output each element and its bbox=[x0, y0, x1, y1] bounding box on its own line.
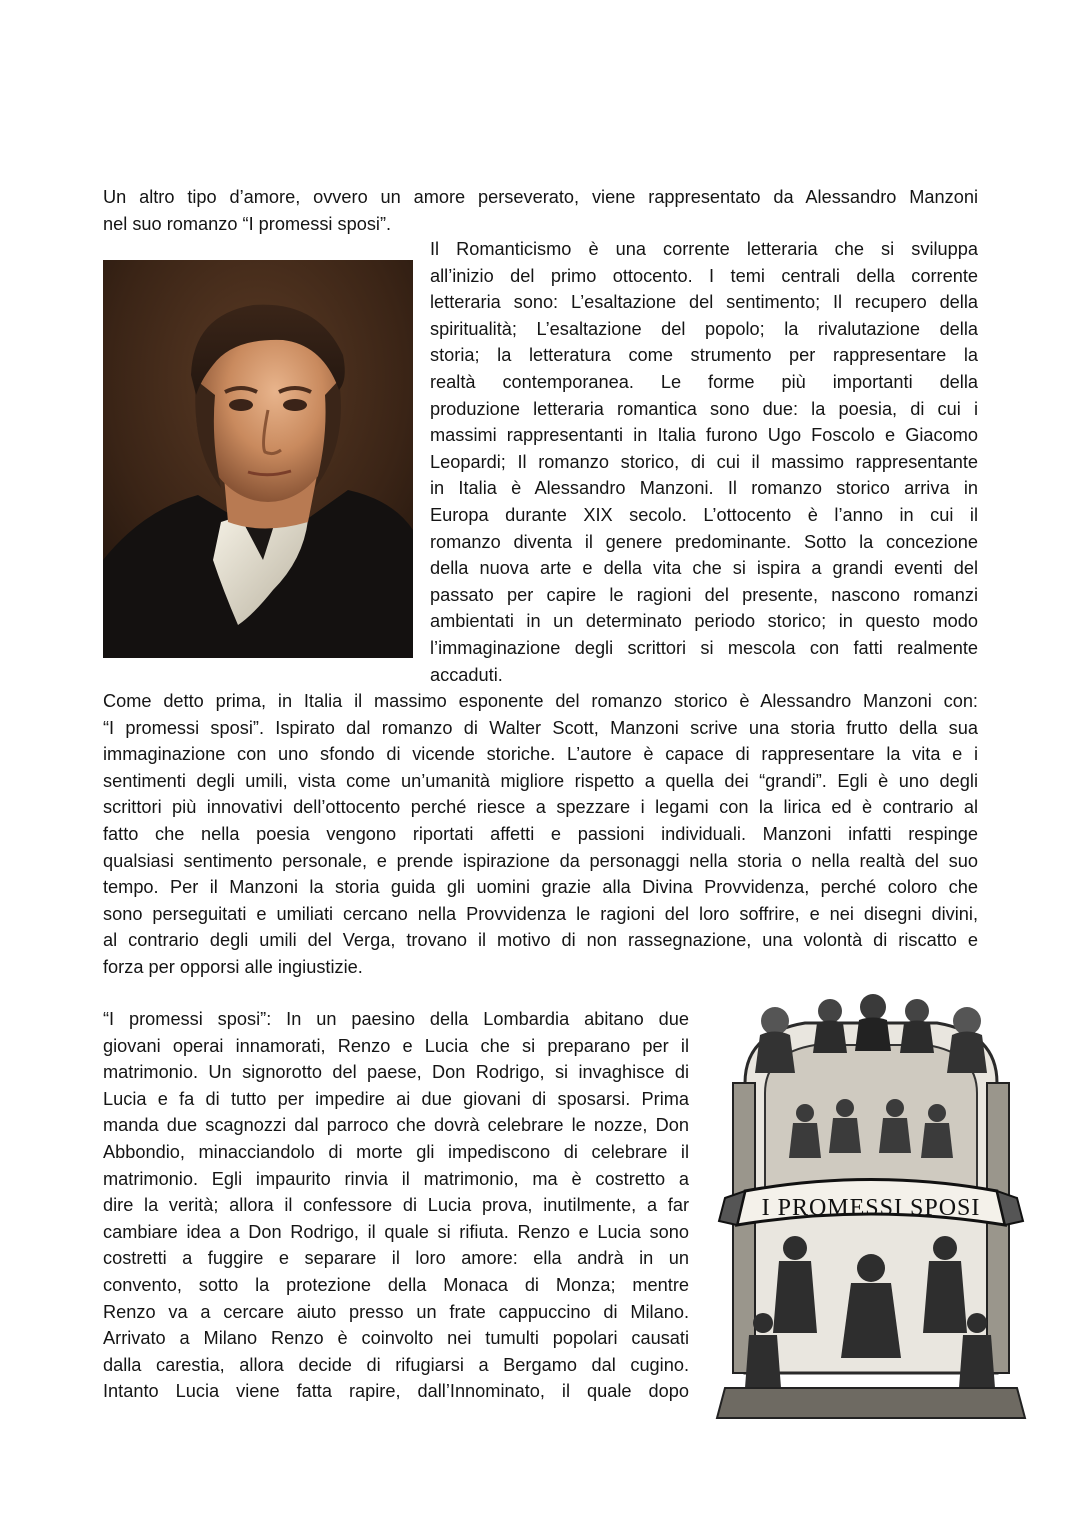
text-line: realtà contemporanea. Le forme più importanti della bbox=[430, 371, 978, 392]
text-line: letteraria sono: L’esaltazione del sentimento; Il recupero della bbox=[430, 292, 978, 313]
text-line: dalla carestia, allora decide di rifugiarsi a Bergamo dal cugino. bbox=[103, 1354, 689, 1375]
text-line: costretti a fuggire e separare il loro amore: ella andrà in un bbox=[103, 1248, 689, 1269]
text-line: Leopardi; Il romanzo storico, di cui il massimo rappresentante bbox=[430, 451, 978, 472]
text-line: accaduti. bbox=[430, 664, 503, 685]
promessi-sposi-cover-image bbox=[705, 993, 1037, 1421]
text-line: spiritualità; L’esaltazione del popolo; la rivalutazione della bbox=[430, 318, 978, 339]
text-line: all’inizio del primo ottocento. I temi centrali della corrente bbox=[430, 265, 978, 286]
text-line: fatto che nella poesia vengono riportati affetti e passioni individuali. Manzoni infatti respinge bbox=[103, 823, 978, 844]
romanticismo-paragraph bbox=[430, 236, 978, 688]
text-line: scrittori più innovativi dell’ottocento perché riesce a spezzare i legami con la lirica ed è contrario al bbox=[103, 797, 978, 818]
text-line: “I promessi sposi”: In un paesino della Lombardia abitano due bbox=[103, 1009, 689, 1029]
text-line: giovani operai innamorati, Renzo e Lucia che si preparano per il bbox=[103, 1035, 689, 1056]
text-line: sono perseguitati e umiliati cercano nella Provvidenza le ragioni del loro soffrire, e nei disegni divini, bbox=[103, 903, 978, 924]
text-line: passato per capire le ragioni del presente, nascono romanzi bbox=[430, 584, 978, 605]
text-line: cambiare idea a Don Rodrigo, il quale si rifiuta. Renzo e Lucia sono bbox=[103, 1221, 689, 1242]
text-line: al contrario degli umili del Verga, trovano il motivo di non rassegnazione, una volontà di riscatto e bbox=[103, 930, 978, 951]
text-line: “I promessi sposi”. Ispirato dal romanzo di Walter Scott, Manzoni scrive una storia frutto della sua bbox=[103, 717, 978, 738]
text-line: convento, sotto la protezione della Monaca di Monza; mentre bbox=[103, 1274, 689, 1295]
text-line: dire la verità; allora il confessore di Lucia prova, inutilmente, a far bbox=[103, 1195, 689, 1216]
text-line: tempo. Per il Manzoni la storia guida gli uomini grazie alla Divina Provvidenza, perché coloro che bbox=[103, 877, 978, 898]
text-line: in Italia è Alessandro Manzoni. Il romanzo storico arriva in bbox=[430, 478, 978, 499]
trama-paragraph bbox=[103, 1006, 689, 1405]
text-line: sentimenti degli umili, vista come un’umanità migliore rispetto a quella dei “grandi”. Egli è uno degli bbox=[103, 770, 978, 791]
text-line: matrimonio. Egli impaurito rinvia il matrimonio, ma è costretto a bbox=[103, 1168, 689, 1189]
cover-title-text: I PROMESSI SPOSI bbox=[761, 1195, 981, 1221]
text-line: storia; la letteratura come strumento per rappresentare la bbox=[430, 345, 978, 366]
text-line: Il Romanticismo è una corrente letteraria che si sviluppa bbox=[430, 239, 978, 259]
text-line: manda due scagnozzi dal parroco che dovrà celebrare le nozze, Don bbox=[103, 1115, 689, 1136]
text-line: Come detto prima, in Italia il massimo esponente del romanzo storico è Alessandro Manzoni con: bbox=[103, 691, 978, 711]
text-line: Europa durante XIX secolo. L’ottocento è l’anno in cui il bbox=[430, 504, 978, 525]
text-line: ambientati in un determinato periodo storico; in questo modo bbox=[430, 611, 978, 632]
text-line: produzione letteraria romantica sono due: la poesia, di cui i bbox=[430, 398, 978, 419]
text-line: Arrivato a Milano Renzo è coinvolto nei tumulti popolari causati bbox=[103, 1328, 689, 1349]
text-line: immaginazione con uno sfondo di vicende storiche. L’autore è capace di rappresentare la vita e i bbox=[103, 744, 978, 765]
text-line: Lucia e fa di tutto per impedire ai due giovani di sposarsi. Prima bbox=[103, 1088, 689, 1109]
text-line: Abbondio, minacciandolo di morte gli impediscono di celebrare il bbox=[103, 1141, 689, 1162]
text-line: l’immaginazione degli scrittori si mescola con fatti realmente bbox=[430, 637, 978, 658]
text-line: della nuova arte e della vita che si ispira a grandi eventi del bbox=[430, 558, 978, 579]
intro-paragraph bbox=[103, 184, 978, 237]
text-line: Intanto Lucia viene fatta rapire, dall’Innominato, il quale dopo bbox=[103, 1381, 689, 1402]
romanzo-storico-paragraph bbox=[103, 688, 978, 981]
text-line: nel suo romanzo “I promessi sposi”. bbox=[103, 213, 392, 234]
text-line: qualsiasi sentimento personale, e prende ispirazione da personaggi nella storia o nella realtà del suo bbox=[103, 850, 978, 871]
text-line: Un altro tipo d’amore, ovvero un amore perseverato, viene rappresentato da Alessandro Manzoni bbox=[103, 187, 978, 207]
text-line: massimi rappresentanti in Italia furono Ugo Foscolo e Giacomo bbox=[430, 425, 978, 446]
text-line: romanzo diventa il genere predominante. Sotto la concezione bbox=[430, 531, 978, 552]
text-line: Renzo va a cercare aiuto presso un frate cappuccino di Milano. bbox=[103, 1301, 689, 1322]
manzoni-portrait-image bbox=[103, 260, 413, 658]
text-line: matrimonio. Un signorotto del paese, Don Rodrigo, si invaghisce di bbox=[103, 1062, 689, 1083]
text-line: forza per opporsi alle ingiustizie. bbox=[103, 956, 363, 977]
